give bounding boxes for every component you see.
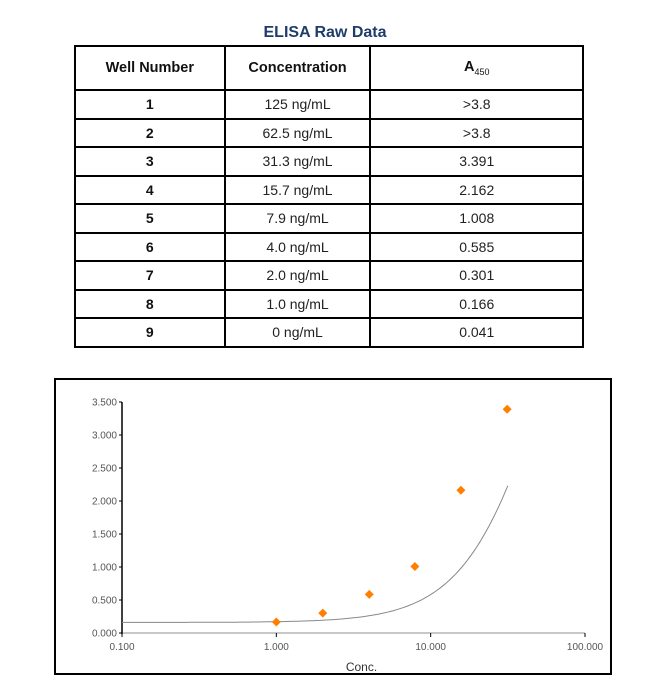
table-row: [75, 233, 583, 262]
y-tick-label: 3.000: [91, 430, 117, 442]
table-row: [75, 176, 583, 205]
fit-curve: [122, 486, 508, 623]
x-axis-label: Conc.: [345, 660, 378, 673]
table-row: [75, 204, 583, 233]
a450-cell: 3.391: [370, 147, 583, 176]
y-tick-label: 1.000: [91, 562, 117, 574]
x-tick-label: 10.000: [415, 642, 446, 653]
chart-plot: [56, 380, 610, 673]
table-row: [75, 290, 583, 319]
y-tick-label: 0.000: [91, 628, 117, 640]
concentration-cell: 125 ng/mL: [225, 90, 371, 119]
concentration-cell: 4.0 ng/mL: [225, 233, 371, 262]
a450-cell: 0.301: [370, 261, 583, 290]
table-row: [75, 90, 583, 119]
concentration-cell: 31.3 ng/mL: [225, 147, 371, 176]
a450-cell: 0.166: [370, 290, 583, 319]
concentration-cell: 0 ng/mL: [225, 318, 371, 347]
table-row: [75, 318, 583, 347]
x-tick-label: 0.100: [109, 642, 135, 653]
concentration-cell: 7.9 ng/mL: [225, 204, 371, 233]
data-point-marker: [318, 609, 327, 618]
well-number-cell: 7: [75, 261, 225, 290]
header-a450-subscript: 450: [474, 66, 490, 77]
x-tick-label: 100.000: [566, 642, 604, 653]
standard-curve-chart: [54, 378, 612, 675]
y-tick-label: 2.000: [91, 496, 117, 508]
data-point-marker: [410, 562, 419, 571]
concentration-cell: 62.5 ng/mL: [225, 119, 371, 148]
header-concentration: Concentration: [225, 46, 371, 90]
well-number-cell: 8: [75, 290, 225, 319]
header-a450: [370, 46, 583, 90]
x-tick-label: 1.000: [263, 642, 289, 653]
data-point-marker: [503, 405, 512, 414]
table-row: [75, 119, 583, 148]
well-number-cell: 1: [75, 90, 225, 119]
well-number-cell: 3: [75, 147, 225, 176]
a450-cell: 0.585: [370, 233, 583, 262]
well-number-cell: 2: [75, 119, 225, 148]
y-tick-label: 0.500: [91, 595, 117, 607]
data-point-marker: [456, 486, 465, 495]
table-title: ELISA Raw Data: [263, 24, 387, 41]
table-row: [75, 147, 583, 176]
data-point-marker: [365, 590, 374, 599]
header-well-number: Well Number: [75, 46, 225, 90]
concentration-cell: 1.0 ng/mL: [225, 290, 371, 319]
data-point-marker: [272, 618, 281, 627]
concentration-cell: 2.0 ng/mL: [225, 261, 371, 290]
well-number-cell: 9: [75, 318, 225, 347]
a450-cell: 1.008: [370, 204, 583, 233]
y-tick-label: 3.500: [91, 397, 117, 409]
a450-cell: 0.041: [370, 318, 583, 347]
table-header-row: [75, 46, 583, 90]
well-number-cell: 4: [75, 176, 225, 205]
table-row: [75, 261, 583, 290]
a450-cell: 2.162: [370, 176, 583, 205]
concentration-cell: 15.7 ng/mL: [225, 176, 371, 205]
header-a450-label: A: [463, 59, 475, 76]
well-number-cell: 5: [75, 204, 225, 233]
y-tick-label: 1.500: [91, 529, 117, 541]
a450-cell: >3.8: [370, 90, 583, 119]
y-tick-label: 2.500: [91, 463, 117, 475]
well-number-cell: 6: [75, 233, 225, 262]
a450-cell: >3.8: [370, 119, 583, 148]
elisa-raw-data-table: [74, 45, 584, 348]
